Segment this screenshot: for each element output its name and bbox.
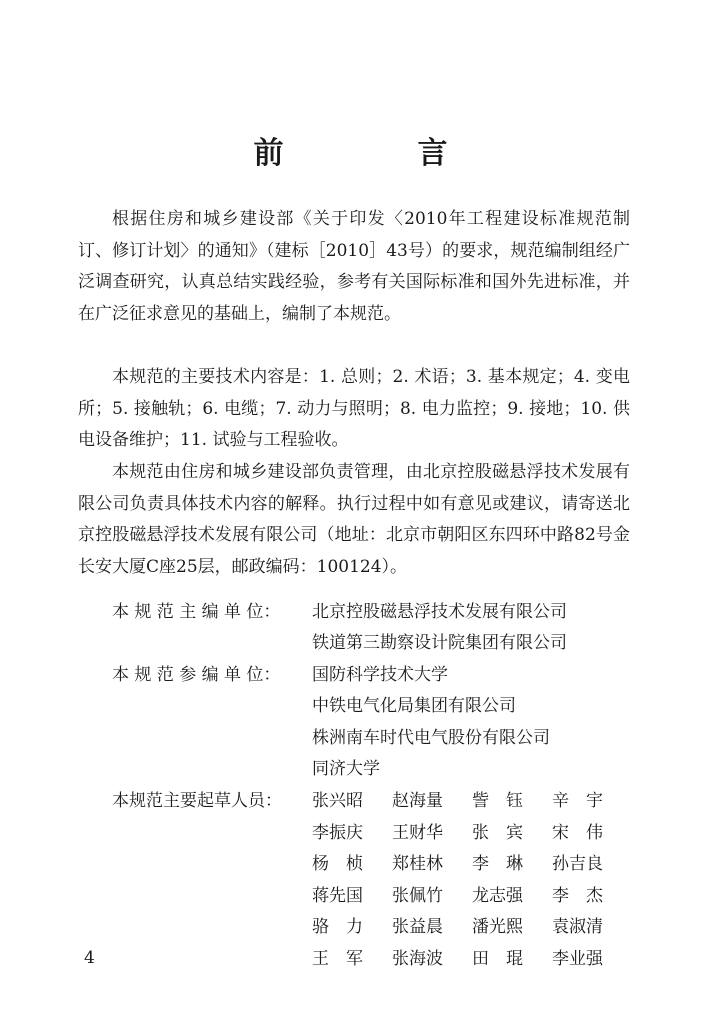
drafter-name: 张兴昭: [312, 791, 363, 811]
participating-unit-2: 中铁电气化局集团有限公司: [312, 696, 516, 716]
drafter-name: 杨 桢: [312, 854, 363, 874]
page-title: 前 言: [253, 136, 500, 171]
drafter-name: 袁淑清: [552, 917, 603, 937]
drafter-name: 李 琳: [472, 854, 523, 874]
drafters-list: [312, 786, 632, 975]
drafter-name: 宋 伟: [552, 822, 603, 843]
drafter-name: 李 杰: [552, 885, 603, 906]
participating-unit-3: 株洲南车时代电气股份有限公司: [312, 728, 550, 748]
drafter-name: 李业强: [552, 948, 603, 969]
drafter-name: 郑桂林: [392, 854, 443, 874]
chief-unit-2: 铁道第三勘察设计院集团有限公司: [312, 633, 567, 653]
drafter-name: 訾 钰: [472, 791, 523, 811]
participating-units-row: [112, 660, 448, 692]
drafter-name: 张佩竹: [392, 885, 443, 906]
drafter-name: 田 琨: [472, 948, 523, 969]
drafter-name: 张 宾: [472, 822, 523, 843]
paragraph-management: 本规范由住房和城乡建设部负责管理，由北京控股磁悬浮技术发展有限公司负责具体技术内容的解释。执行过程中如有意见或建议，请寄送北京控股磁悬浮技术发展有限公司（地址：北京市朝阳区东四环中路82号金长安大厦C座25层，邮政编码：100124）。: [78, 462, 630, 577]
drafter-name: 王 军: [312, 948, 363, 969]
drafter-name: 王财华: [392, 822, 443, 843]
drafter-name: 蒋先国: [312, 885, 363, 906]
drafter-name: 张海波: [392, 948, 443, 969]
drafter-name: 龙志强: [472, 885, 523, 906]
drafter-name: 赵海量: [392, 791, 443, 811]
chief-unit-1: 北京控股磁悬浮技术发展有限公司: [312, 602, 567, 622]
participating-units-label: 本 规 范 参 编 单 位：: [112, 665, 281, 685]
drafter-name: 辛 宇: [552, 791, 603, 811]
paragraph-contents: 本规范的主要技术内容是：1. 总则；2. 术语；3. 基本规定；4. 变电所；5. 接触轨；6. 电缆；7. 动力与照明；8. 电力监控；9. 接地；10. 供电设备维护；11. 试验与工程验收。: [78, 367, 630, 450]
paragraph-background: 根据住房和城乡建设部《关于印发〈2010年工程建设标准规范制订、修订计划〉的通知》（建标［2010］43号）的要求，规范编制组经广泛调查研究，认真总结实践经验，参考有关国际标准和国外先进标准，并在广泛征求意见的基础上，编制了本规范。: [78, 209, 630, 324]
chief-units-row: [112, 597, 567, 629]
participating-unit-1: 国防科学技术大学: [312, 665, 448, 685]
drafters-label: 本规范主要起草人员：: [112, 791, 282, 811]
participating-unit-4: 同济大学: [312, 759, 380, 779]
drafter-name: 潘光熙: [472, 917, 523, 937]
page-number: 4: [84, 948, 95, 968]
drafter-name: 李振庆: [312, 822, 363, 843]
chief-units-label: 本 规 范 主 编 单 位：: [112, 602, 281, 622]
drafter-name: 孙吉良: [552, 854, 603, 874]
drafter-name: 骆 力: [312, 917, 363, 937]
drafter-name: 张益晨: [392, 917, 443, 937]
